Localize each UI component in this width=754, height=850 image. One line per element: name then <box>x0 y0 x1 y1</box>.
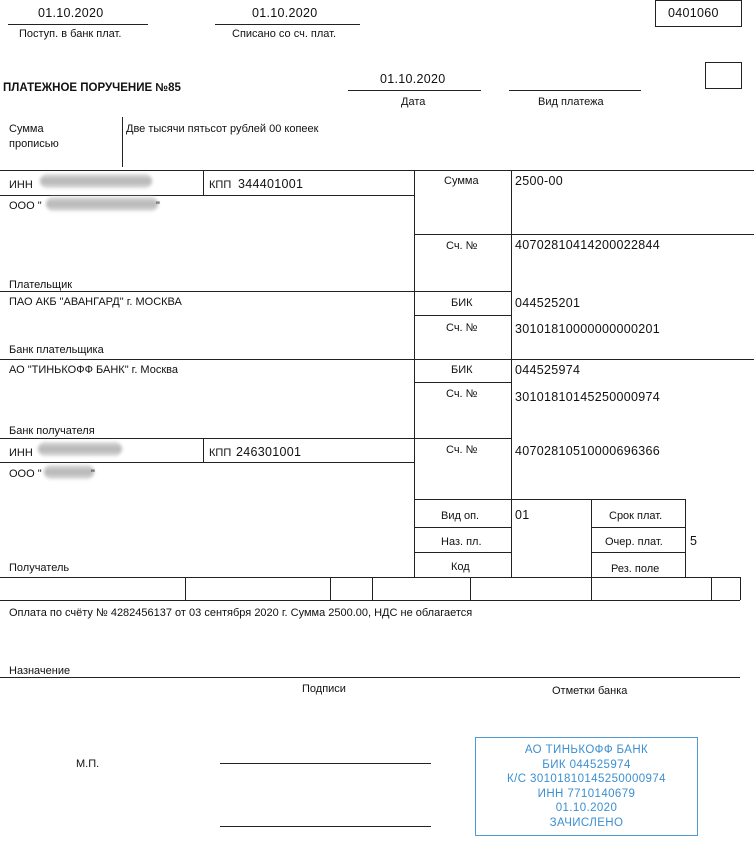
payer-account: 40702810414200022844 <box>515 238 661 252</box>
tax-cell-2 <box>330 577 331 600</box>
document-date: 01.10.2020 <box>380 72 446 86</box>
payer-name-prefix: ООО " <box>9 200 42 212</box>
stamp-corr-account: К/С 30101810145250000974 <box>507 773 666 785</box>
tax-row-bottom <box>0 600 740 601</box>
payee-kpp-label: КПП <box>209 447 232 459</box>
payee-bank-label: Банк получателя <box>9 425 95 437</box>
payer-amount: 2500-00 <box>515 174 563 188</box>
mp-label: М.П. <box>76 758 100 770</box>
payee-bank-bik-label: БИК <box>451 364 473 376</box>
payer-bank-bik: 044525201 <box>515 296 581 310</box>
document-date-label: Дата <box>401 96 426 108</box>
payer-account-label: Сч. № <box>446 240 478 252</box>
vid-op: 01 <box>515 508 530 522</box>
payer-name-suffix: " <box>156 200 160 212</box>
signature-line-2 <box>220 826 431 827</box>
payee-bank-bik-line <box>414 382 511 383</box>
codes-top-line <box>414 499 685 500</box>
payee-bank-top-line <box>0 359 754 360</box>
payer-inn-divider <box>203 170 204 195</box>
payee-bank-account: 30101810145250000974 <box>515 390 661 404</box>
received-date-label: Поступ. в банк плат. <box>19 28 122 40</box>
amount-words-label: Сумма прописью <box>9 123 59 150</box>
payer-bank-name: ПАО АКБ "АВАНГАРД" г. МОСКВА <box>9 296 182 308</box>
tax-cell-7 <box>740 577 741 600</box>
ocher-value: 5 <box>690 534 698 548</box>
codes-col-srok <box>591 499 592 577</box>
payer-inn-redacted <box>40 174 152 188</box>
vid-op-label: Вид оп. <box>441 510 480 522</box>
payer-label: Плательщик <box>9 279 73 291</box>
codes-col-right <box>685 499 686 577</box>
payer-name-redacted <box>46 197 158 211</box>
debited-date-line <box>215 24 360 25</box>
payee-inn-label: ИНН <box>9 447 33 459</box>
status-box <box>705 62 742 89</box>
payee-inn-redacted <box>38 442 122 456</box>
stamp-bik: БИК 044525974 <box>542 758 631 771</box>
payer-bank-bik-line <box>414 315 511 316</box>
codes-row-2 <box>414 552 511 553</box>
amount-words-divider <box>122 117 123 167</box>
payer-amount-label: Сумма <box>444 175 479 187</box>
payer-bank-account-label: Сч. № <box>446 322 478 334</box>
stamp-date: 01.10.2020 <box>555 802 618 814</box>
tax-cell-5 <box>591 577 592 600</box>
payee-bank-bik: 044525974 <box>515 363 581 377</box>
payer-bank-label: Банк плательщика <box>9 344 104 356</box>
payee-top-line <box>0 438 511 439</box>
grid-line-1 <box>0 170 754 171</box>
signature-line-1 <box>220 763 431 764</box>
grid-col-main <box>414 170 415 577</box>
payee-label: Получатель <box>9 562 70 574</box>
kod-label: Код <box>451 561 470 573</box>
payment-type-label: Вид платежа <box>538 96 604 108</box>
payee-name-prefix: ООО " <box>9 468 42 480</box>
payer-inn-line <box>0 195 414 196</box>
payer-kpp: 344401001 <box>238 177 304 191</box>
document-date-line <box>348 90 481 91</box>
document-title: ПЛАТЕЖНОЕ ПОРУЧЕНИЕ №85 <box>3 82 181 94</box>
payer-account-line <box>511 234 754 235</box>
stamp-bank-name: АО ТИНЬКОФФ БАНК <box>524 744 649 756</box>
tax-cell-4 <box>470 577 471 600</box>
naz-pl-label: Наз. пл. <box>441 536 482 548</box>
signatures-label: Подписи <box>302 683 346 695</box>
payer-bank-bik-label: БИК <box>451 297 473 309</box>
purpose-bottom-line <box>0 677 740 678</box>
stamp-inn: ИНН 7710140679 <box>537 787 636 800</box>
codes-row-1 <box>414 527 511 528</box>
payer-bank-top-line <box>0 291 511 292</box>
payee-kpp: 246301001 <box>236 445 302 459</box>
codes-row-2b <box>591 552 685 553</box>
payee-inn-line <box>0 462 414 463</box>
payment-type-line <box>509 90 641 91</box>
form-code: 0401060 <box>668 6 719 20</box>
received-date: 01.10.2020 <box>38 6 104 20</box>
ocher-label: Очер. плат. <box>605 536 663 548</box>
srok-label: Срок плат. <box>609 510 663 522</box>
payee-name-redacted <box>44 465 94 479</box>
amount-words-value: Две тысячи пятьсот рублей 00 копеек <box>126 123 319 135</box>
bank-stamp <box>475 737 698 836</box>
amount-account-line <box>414 234 511 235</box>
payee-bank-name: АО "ТИНЬКОФФ БАНК" г. Москва <box>9 364 178 376</box>
grid-col-values <box>511 170 512 577</box>
payee-account: 40702810510000696366 <box>515 444 661 458</box>
debited-date: 01.10.2020 <box>252 6 318 20</box>
payer-bank-account: 30101810000000000201 <box>515 322 661 336</box>
payer-inn-label: ИНН <box>9 179 33 191</box>
received-date-line <box>8 24 148 25</box>
debited-date-label: Списано со сч. плат. <box>232 28 337 40</box>
rez-label: Рез. поле <box>611 563 660 575</box>
payee-bank-account-label: Сч. № <box>446 388 478 400</box>
purpose-label: Назначение <box>9 665 71 677</box>
payee-name-suffix: " <box>91 468 95 480</box>
tax-row-top <box>0 577 740 578</box>
tax-cell-3 <box>372 577 373 600</box>
tax-cell-6 <box>711 577 712 600</box>
payee-inn-divider <box>203 438 204 462</box>
payer-kpp-label: КПП <box>209 179 232 191</box>
bank-marks-label: Отметки банка <box>552 685 628 697</box>
tax-cell-1 <box>185 577 186 600</box>
stamp-status: ЗАЧИСЛЕНО <box>549 816 624 829</box>
purpose-text: Оплата по счёту № 4282456137 от 03 сентября 2020 г. Сумма 2500.00, НДС не облагается <box>9 607 473 619</box>
codes-row-1b <box>591 527 685 528</box>
payee-account-label: Сч. № <box>446 444 478 456</box>
